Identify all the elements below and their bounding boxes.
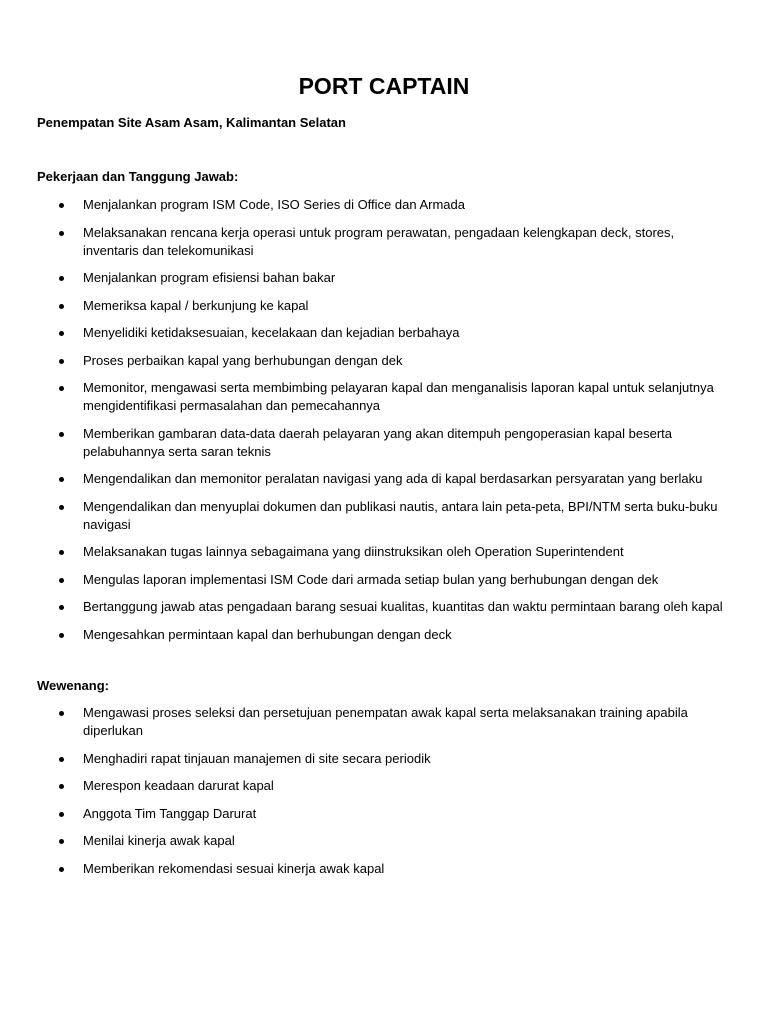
bullet-icon: [59, 839, 64, 844]
list-item-text: Mengawasi proses seleksi dan persetujuan penempatan awak kapal serta melaksanakan training apabila diperlukan: [83, 705, 688, 738]
list-item: [0, 324, 768, 342]
list-item-text: Menghadiri rapat tinjauan manajemen di site secara periodik: [83, 750, 431, 766]
list-item-text: Menjalankan program efisiensi bahan bakar: [83, 270, 336, 285]
bullet-icon: [59, 711, 64, 716]
list-item: [0, 470, 768, 488]
list-item: [0, 777, 768, 795]
list-item-text: Merespon keadaan darurat kapal: [83, 778, 274, 793]
list-item-text: Memeriksa kapal / berkunjung ke kapal: [83, 297, 309, 313]
list-item: [0, 860, 768, 878]
bullet-icon: [59, 432, 64, 437]
list-item-text: Memberikan gambaran data-data daerah pelayaran yang akan ditempuh pengoperasian kapal beserta pelabuhannya serta saran teknis: [83, 425, 673, 459]
list-item-text: Proses perbaikan kapal yang berhubungan dengan dek: [83, 352, 403, 368]
list-item: [0, 269, 768, 287]
list-item-text: Memberikan rekomendasi sesuai kinerja awak kapal: [83, 860, 385, 876]
list-item-text: Melaksanakan tugas lainnya sebagaimana yang diinstruksikan oleh Operation Superintendent: [83, 544, 624, 559]
placement-heading: Penempatan Site Asam Asam, Kalimantan Selatan: [37, 115, 346, 130]
page-title: PORT CAPTAIN: [298, 73, 470, 99]
list-item: [0, 704, 768, 740]
list-item-text: Anggota Tim Tanggap Darurat: [83, 805, 257, 821]
bullet-icon: [59, 231, 64, 236]
list-item: [0, 297, 768, 315]
list-item-text: Menyelidiki ketidaksesuaian, kecelakaan dan kejadian berbahaya: [83, 325, 460, 340]
list-item: [0, 196, 768, 214]
bullet-icon: [59, 203, 64, 208]
bullet-icon: [59, 477, 64, 482]
list-item: [0, 543, 768, 561]
list-item: [0, 352, 768, 370]
list-item: [0, 571, 768, 589]
authority-heading: Wewenang:: [37, 678, 109, 693]
bullet-icon: [59, 578, 64, 583]
bullet-icon: [59, 757, 64, 762]
list-item-text: Mengendalikan dan menyuplai dokumen dan publikasi nautis, antara lain peta-peta, BPI/NTM serta buku-buku navigasi: [83, 498, 718, 532]
list-item-text: Bertanggung jawab atas pengadaan barang sesuai kualitas, kuantitas dan waktu permintaan barang oleh kapal: [83, 599, 723, 614]
list-item: [0, 598, 768, 616]
list-item-text: Mengesahkan permintaan kapal dan berhubungan dengan deck: [83, 626, 452, 642]
duties-heading: Pekerjaan dan Tanggung Jawab:: [37, 169, 239, 184]
bullet-icon: [59, 359, 64, 364]
bullet-icon: [59, 550, 64, 555]
bullet-icon: [59, 505, 64, 510]
list-item-text: Mengendalikan dan memonitor peralatan navigasi yang ada di kapal berdasarkan persyaratan yang berlaku: [83, 471, 703, 486]
list-item: [0, 805, 768, 823]
authority-list: [0, 704, 768, 887]
list-item: [0, 750, 768, 768]
list-item-text: Menilai kinerja awak kapal: [83, 833, 235, 848]
bullet-icon: [59, 331, 64, 336]
bullet-icon: [59, 812, 64, 817]
bullet-icon: [59, 304, 64, 309]
duties-list: [0, 196, 768, 653]
list-item-text: Mengulas laporan implementasi ISM Code dari armada setiap bulan yang berhubungan dengan dek: [83, 571, 659, 587]
list-item: [0, 498, 768, 534]
list-item: [0, 224, 768, 260]
list-item: [0, 379, 768, 415]
bullet-icon: [59, 784, 64, 789]
list-item: [0, 832, 768, 850]
bullet-icon: [59, 386, 64, 391]
bullet-icon: [59, 276, 64, 281]
list-item: [0, 425, 768, 461]
list-item-text: Memonitor, mengawasi serta membimbing pelayaran kapal dan menganalisis laporan kapal untuk selanjutnya mengidentifikasi permasalahan dan pemecahannya: [83, 380, 714, 413]
list-item-text: Melaksanakan rencana kerja operasi untuk program perawatan, pengadaan kelengkapan deck, stores, inventaris dan telekomunikasi: [83, 224, 675, 258]
bullet-icon: [59, 633, 64, 638]
bullet-icon: [59, 605, 64, 610]
list-item-text: Menjalankan program ISM Code, ISO Series di Office dan Armada: [83, 197, 466, 212]
list-item: [0, 626, 768, 644]
bullet-icon: [59, 867, 64, 872]
